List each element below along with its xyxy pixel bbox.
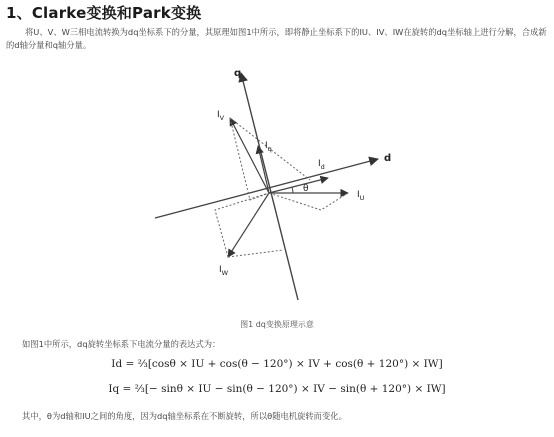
- q-axis: [241, 73, 298, 300]
- formula-intro: 如图1中所示，dq旋转坐标系下电流分量的表达式为：: [22, 339, 221, 349]
- iq-label: $I_q$: [265, 141, 272, 153]
- id-label: $I_d$: [318, 159, 325, 171]
- iv-vector: [230, 118, 269, 193]
- iw-vector: [228, 193, 269, 257]
- closing-paragraph: 其中，θ为d轴和IU之间的角度，因为dq轴坐标系在不断旋转，所以θ随电机旋转而变化。: [22, 411, 347, 421]
- iu-label: $I_U$: [357, 190, 365, 202]
- iv-label: $I_V$: [217, 110, 225, 122]
- d-axis-label: d: [384, 153, 392, 164]
- intro-paragraph: 将U、V、W三相电流转换为dq坐标系下的分量，其原理如图1中所示，即将静止坐标系下的IU、IV、IW在旋转的dq坐标轴上进行分解，合成新的d轴分量和q轴分量。: [6, 27, 547, 50]
- iq-equation: Iq = ⅔[− sinθ × IU − sin(θ − 120°) × IV − sin(θ + 120°) × IW]: [108, 383, 446, 395]
- id-equation: Id = ⅔[cosθ × IU + cos(θ − 120°) × IV + cos(θ + 120°) × IW]: [111, 358, 443, 370]
- theta-arc: [292, 187, 293, 193]
- theta-label: θ: [303, 184, 309, 194]
- iq-vector: [258, 146, 269, 193]
- section-heading: 1、Clarke变换和Park变换: [6, 4, 202, 22]
- figure-caption: 图1 dq变换原理示意: [240, 320, 314, 329]
- q-axis-label: q: [234, 68, 242, 79]
- dq-transform-diagram: [140, 60, 420, 310]
- iw-label: $I_W$: [219, 265, 229, 277]
